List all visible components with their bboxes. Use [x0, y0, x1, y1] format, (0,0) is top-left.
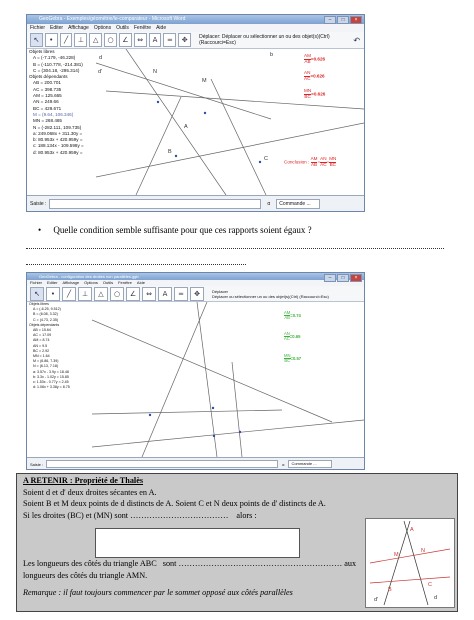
input-field[interactable]	[46, 460, 278, 468]
algebra-item[interactable]: c: 1.53x - 0.77y = 2.45	[33, 380, 69, 385]
line-mn	[92, 410, 282, 414]
algebra-item[interactable]: B = (6.08, 3.32)	[33, 312, 58, 317]
move-tool-icon[interactable]: ↖	[30, 33, 43, 47]
thales-diagram	[366, 519, 454, 607]
algebra-item[interactable]: C = (304.18, -295.314)	[33, 67, 80, 73]
menu-outils[interactable]: Outils	[102, 280, 114, 285]
menu-editer[interactable]: Editer	[47, 280, 58, 285]
window-title: GeoGebra - Exemples/géométrie/le-comparateur - Microsoft Word	[39, 16, 186, 22]
algebra-item[interactable]: a: 3.57x - 3.9y = 18.48	[33, 369, 69, 374]
algebra-item[interactable]: MN = 1.64	[33, 354, 50, 359]
text-tool-icon[interactable]: A	[158, 287, 172, 301]
formula-answer-box[interactable]	[95, 528, 300, 558]
window-title: GeoGebra - configuration des droites non parallèles.ggb	[39, 274, 139, 279]
algebra-item[interactable]: M = (9.64, 106.346)	[33, 111, 74, 117]
answer-line[interactable]	[26, 264, 246, 265]
algebra-item[interactable]: AN = 9.5	[33, 343, 48, 348]
line-bc	[92, 420, 364, 447]
label-d: d	[99, 55, 103, 61]
tool-title: Déplacer	[212, 288, 229, 294]
property-line-2: Soient B et M deux points de d distincts de A. Soient C et N deux points de d' distincts de A.	[23, 499, 326, 509]
tool-description: Déplacer ou sélectionner un ou des objet(s)(Ctrl) (Raccourci=Esc)	[212, 293, 329, 299]
algebra-item[interactable]: b: 80.953x + 420.959y =	[33, 137, 83, 143]
alpha-icon[interactable]: α	[282, 461, 285, 467]
ratio-an-ac: $\frac{AN}{AC}$ =0.626	[304, 70, 325, 81]
label-m: M	[394, 552, 399, 558]
input-field[interactable]	[49, 199, 261, 209]
menu-aide[interactable]: Aide	[136, 280, 145, 285]
close-icon[interactable]: ×	[350, 16, 362, 24]
graphics-view[interactable]	[92, 302, 364, 457]
algebra-item[interactable]: B = (-110.778, -214.381)	[33, 61, 83, 67]
dependent-objects-header: Objets dépendants	[29, 74, 68, 80]
property-line-3: Si les droites (BC) et (MN) sont ……………………………… alors :	[23, 510, 257, 520]
algebra-item[interactable]: AB = 200.701	[33, 80, 61, 86]
undo-icon[interactable]: ↶	[353, 35, 361, 45]
text-tool-icon[interactable]: A	[149, 33, 162, 47]
property-line-5: longueurs des côtés du triangle AMN.	[23, 570, 148, 580]
maximize-icon[interactable]: □	[337, 16, 349, 24]
input-label: Saisie :	[30, 461, 44, 467]
property-line-4: Les longueurs des côtés du triangle ABC sont …………………………………………………… aux	[23, 559, 357, 568]
point-n[interactable]	[212, 407, 214, 409]
reflect-tool-icon[interactable]: ⇔	[142, 287, 156, 301]
algebra-item[interactable]: BC = 429.671	[33, 105, 62, 111]
input-bar	[27, 195, 364, 212]
ratio-mn-bc: $\frac{MN}{BC}$ =0.626	[304, 88, 326, 99]
menu-affichage[interactable]: Affichage	[62, 280, 80, 285]
algebra-item[interactable]: N = (6.13, 7.18)	[33, 364, 59, 369]
label-dprime: d'	[374, 597, 379, 603]
polygon-tool-icon[interactable]: △	[89, 33, 102, 47]
line-mn	[370, 549, 450, 563]
algebra-item[interactable]: c: 188.134x - 109.598y =	[33, 143, 84, 149]
line-tool-icon[interactable]: ╱	[62, 287, 76, 301]
menu-affichage[interactable]: Affichage	[68, 25, 89, 31]
algebra-item[interactable]: M = (6.86, 7.39)	[33, 359, 59, 364]
algebra-item[interactable]: A = (-7.179, -46.228)	[33, 55, 76, 61]
line-b	[136, 97, 181, 195]
line-c	[232, 362, 242, 457]
algebra-item[interactable]: A = (-6.25, 9.512)	[33, 307, 61, 312]
maximize-icon[interactable]: □	[337, 274, 349, 282]
dependent-objects-header: Objets dépendants	[29, 322, 60, 327]
algebra-item[interactable]: d: 1.06x + 3.38y = 8.75	[33, 385, 70, 390]
close-icon[interactable]: ×	[350, 274, 362, 282]
point-c[interactable]	[259, 161, 261, 163]
free-objects-header: Objets libres	[29, 302, 49, 306]
perpendicular-tool-icon[interactable]: ⊥	[74, 33, 87, 47]
line-tool-icon[interactable]: ╱	[60, 33, 73, 47]
slider-tool-icon[interactable]: ═	[174, 287, 188, 301]
command-select[interactable]: Commande ...	[288, 460, 332, 468]
point-tool-icon[interactable]: •	[46, 287, 60, 301]
algebra-item[interactable]: a: 249.068x + 311.30y =	[33, 130, 83, 136]
algebra-view	[27, 49, 98, 195]
menu-fenetre[interactable]: Fenêtre	[118, 280, 132, 285]
blank-proportional[interactable]: ……………………………………………………	[178, 559, 343, 568]
algebra-item[interactable]: N = (-282.111, 109.735)	[33, 124, 82, 130]
line-dprime	[142, 302, 207, 457]
point-tool-icon[interactable]: •	[45, 33, 58, 47]
minimize-icon[interactable]: –	[324, 274, 336, 282]
algebra-item[interactable]: AC = 17.09	[33, 333, 52, 338]
algebra-item[interactable]: d: 80.953x + 420.959y =	[33, 149, 83, 155]
menu-fichier[interactable]: Fichier	[30, 280, 43, 285]
answer-line[interactable]	[26, 248, 444, 249]
question-text: Quelle condition semble suffisante pour que ces rapports soient égaux ?	[53, 225, 312, 235]
reflect-tool-icon[interactable]: ⇔	[134, 33, 147, 47]
line-bc	[370, 577, 450, 583]
perpendicular-tool-icon[interactable]: ⊥	[78, 287, 92, 301]
toolbar	[27, 286, 364, 302]
remark: Remarque : il faut toujours commencer par le sommet opposé aux côtés parallèles	[23, 588, 293, 598]
point-c[interactable]	[239, 431, 241, 433]
toolbar	[27, 32, 364, 49]
minimize-icon[interactable]: –	[324, 16, 336, 24]
menu-aide[interactable]: Aide	[156, 25, 167, 31]
conclusion: Conclusion : $\frac{AM}{AB}$ = $\frac{AN}{AC}$ = $\frac{MN}{BC}$	[284, 156, 337, 167]
input-bar	[27, 457, 364, 470]
command-select[interactable]: Commande ...	[276, 199, 320, 209]
view-tool-icon[interactable]: ✥	[178, 33, 191, 47]
menu-bar	[27, 24, 364, 32]
label-dprime: d'	[98, 69, 103, 75]
line-bc	[96, 123, 364, 177]
label-a: A	[410, 527, 414, 533]
algebra-item[interactable]: C = (4.73, 2.35)	[33, 317, 59, 322]
algebra-view	[27, 302, 94, 457]
move-tool-icon[interactable]: ↖	[30, 287, 44, 301]
ratio-am-ab: $\frac{AM}{AB}$ =0.74	[284, 310, 301, 321]
geogebra-window-1	[26, 14, 365, 212]
label-n: N	[153, 69, 157, 75]
question	[38, 225, 312, 235]
line-d	[197, 302, 217, 457]
label-b: B	[388, 587, 392, 593]
algebra-item[interactable]: b: 3.3x - 1.02y = 15.85	[33, 374, 69, 379]
point-b[interactable]	[213, 435, 215, 437]
angle-tool-icon[interactable]: ∠	[126, 287, 140, 301]
menu-options[interactable]: Options	[84, 280, 98, 285]
line-dprime	[126, 49, 226, 195]
input-label: Saisie :	[30, 201, 47, 207]
geogebra-window-2	[26, 272, 365, 470]
window-title-bar	[27, 15, 364, 24]
algebra-item[interactable]: AM = 125.665	[33, 93, 62, 99]
menu-fenetre[interactable]: Fenêtre	[133, 25, 152, 31]
algebra-item[interactable]: AC = 398.735	[33, 86, 62, 92]
line-d	[96, 63, 271, 119]
algebra-item[interactable]: AN = 249.66	[33, 99, 59, 105]
geometry-figure	[92, 302, 364, 457]
menu-outils[interactable]: Outils	[116, 25, 129, 31]
ratio-mn-bc: $\frac{MN}{BC}$ =0.57	[284, 353, 302, 364]
free-objects-header: Objets libres	[29, 49, 55, 54]
menu-options[interactable]: Options	[93, 25, 112, 31]
alpha-icon[interactable]: α	[267, 201, 271, 207]
thales-figure	[365, 518, 455, 608]
menu-fichier[interactable]: Fichier	[30, 25, 46, 31]
blank-parallel[interactable]: ………………………………	[130, 510, 229, 520]
label-c: C	[264, 156, 268, 162]
tool-tip	[212, 289, 329, 299]
point-m[interactable]	[157, 101, 159, 103]
ratio-am-ab: $\frac{AM}{AB}$ =0.626	[304, 53, 326, 64]
label-d: d	[434, 595, 438, 601]
menu-editer[interactable]: Editer	[50, 25, 64, 31]
line-c	[211, 79, 266, 195]
label-b-line: b	[270, 52, 274, 58]
algebra-item[interactable]: BC = 2.92	[33, 348, 50, 353]
property-title: A RETENIR : Propriété de Thalès	[23, 476, 144, 485]
circle-tool-icon[interactable]: ○	[110, 287, 124, 301]
label-m: M	[202, 78, 207, 84]
algebra-item[interactable]: AM = 8.74	[33, 338, 50, 343]
window-title-bar	[27, 273, 364, 280]
algebra-item[interactable]: MN = 268.465	[33, 118, 62, 124]
label-n: N	[421, 548, 425, 554]
angle-tool-icon[interactable]: ∠	[119, 33, 132, 47]
tool-tip: Déplacer: Déplacer ou sélectionner un ou des objet(s)(Ctrl) (Raccourci=Esc)	[199, 34, 330, 46]
bullet-icon: •	[38, 225, 42, 235]
point-b[interactable]	[175, 155, 177, 157]
algebra-item[interactable]: AB = 15.64	[33, 328, 51, 333]
slider-tool-icon[interactable]: ═	[163, 33, 176, 47]
graphics-view[interactable]	[96, 49, 364, 195]
property-box	[16, 473, 458, 612]
property-line-1: Soient d et d' deux droites sécantes en A.	[23, 487, 157, 497]
label-b: B	[168, 149, 172, 155]
view-tool-icon[interactable]: ✥	[190, 287, 204, 301]
point-n[interactable]	[204, 112, 206, 114]
ratio-an-ac: $\frac{AN}{AC}$ =0.65	[284, 331, 301, 342]
line-d	[404, 521, 428, 605]
label-a: A	[184, 124, 188, 130]
circle-tool-icon[interactable]: ○	[104, 33, 117, 47]
point-m[interactable]	[149, 414, 151, 416]
polygon-tool-icon[interactable]: △	[94, 287, 108, 301]
label-c: C	[428, 582, 432, 588]
